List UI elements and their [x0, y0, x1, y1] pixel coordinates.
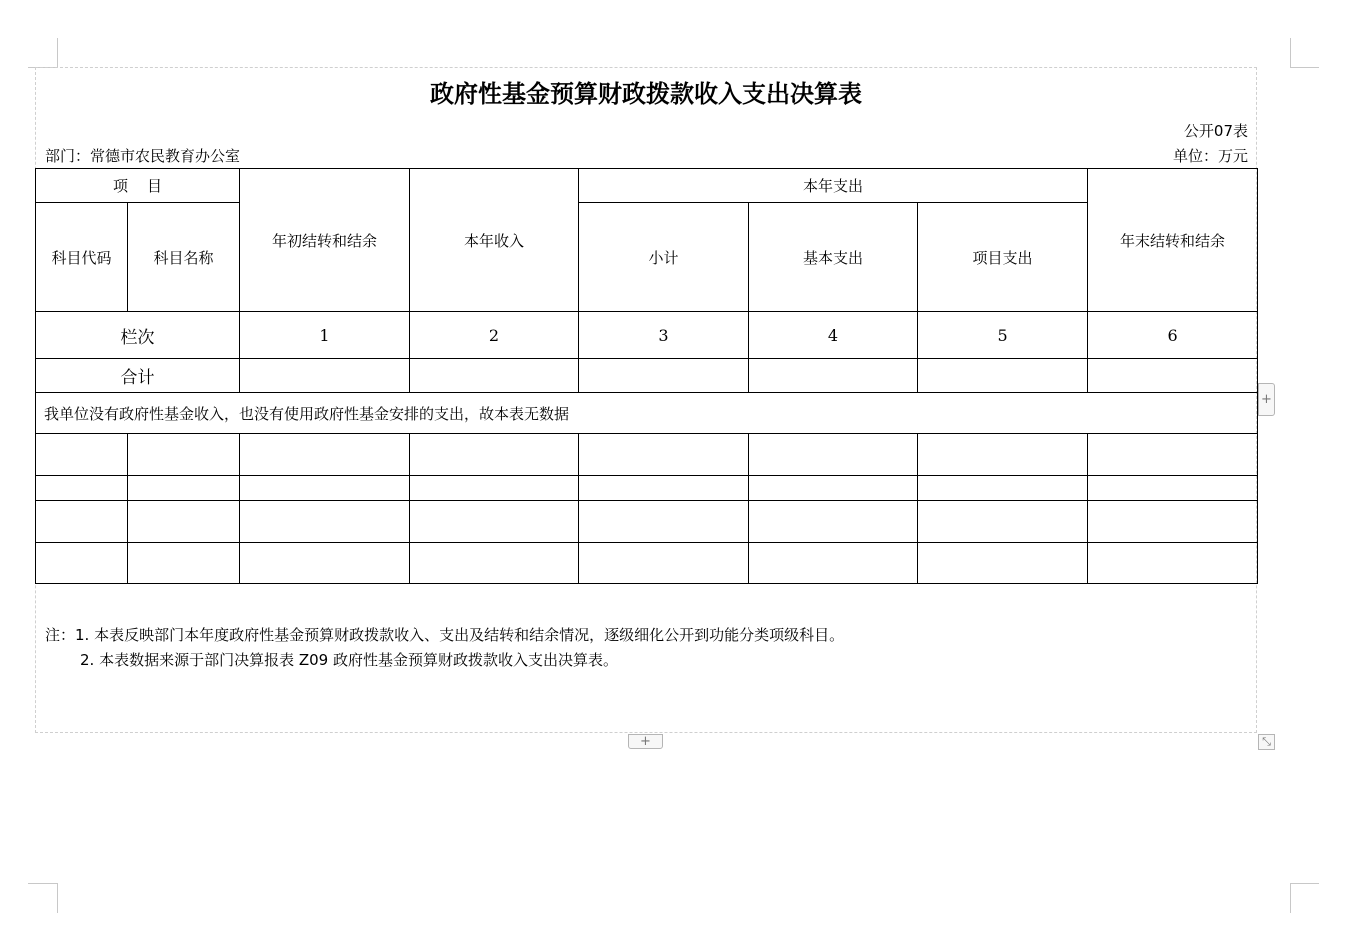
row-total-label[interactable]: 合计 — [36, 359, 240, 393]
table-row — [36, 476, 1258, 501]
empty-cell[interactable] — [240, 476, 410, 501]
empty-cell[interactable] — [579, 543, 749, 584]
department-label: 部门：常德市农民教育办公室 — [45, 147, 241, 165]
header-subject-code[interactable]: 科目代码 — [36, 203, 128, 312]
empty-cell[interactable] — [410, 434, 579, 476]
empty-cell[interactable] — [128, 543, 240, 584]
footnote-1: 注：1. 本表反映部门本年度政府性基金预算财政拨款收入、支出及结转和结余情况，逐级细化公开到功能分类项级科目。 — [45, 626, 845, 644]
empty-cell[interactable] — [240, 543, 410, 584]
header-project-expenditure[interactable]: 项目支出 — [918, 203, 1088, 312]
total-cell[interactable] — [918, 359, 1088, 393]
row-index-label[interactable]: 栏次 — [36, 312, 240, 359]
header-begin-balance[interactable]: 年初结转和结余 — [240, 169, 410, 312]
empty-cell[interactable] — [36, 501, 128, 543]
empty-cell[interactable] — [1088, 434, 1258, 476]
total-cell[interactable] — [1088, 359, 1258, 393]
header-income[interactable]: 本年收入 — [410, 169, 579, 312]
page-corner-mark-top-right — [1290, 38, 1319, 68]
empty-cell[interactable] — [918, 501, 1088, 543]
empty-cell[interactable] — [36, 543, 128, 584]
header-expenditure[interactable]: 本年支出 — [579, 169, 1088, 203]
empty-cell[interactable] — [749, 434, 918, 476]
document-title: 政府性基金预算财政拨款收入支出决算表 — [430, 79, 862, 108]
total-cell[interactable] — [410, 359, 579, 393]
empty-cell[interactable] — [36, 476, 128, 501]
empty-cell[interactable] — [410, 476, 579, 501]
resize-handle-icon[interactable]: ⤡ — [1258, 734, 1275, 750]
index-cell-4[interactable]: 4 — [749, 312, 918, 359]
empty-cell[interactable] — [128, 434, 240, 476]
empty-cell[interactable] — [579, 501, 749, 543]
empty-cell[interactable] — [1088, 501, 1258, 543]
empty-cell[interactable] — [240, 501, 410, 543]
empty-cell[interactable] — [579, 476, 749, 501]
empty-cell[interactable] — [749, 501, 918, 543]
header-end-balance[interactable]: 年末结转和结余 — [1088, 169, 1258, 312]
header-basic-expenditure[interactable]: 基本支出 — [749, 203, 918, 312]
empty-cell[interactable] — [410, 543, 579, 584]
index-cell-2[interactable]: 2 — [410, 312, 579, 359]
header-subtotal[interactable]: 小计 — [579, 203, 749, 312]
empty-cell[interactable] — [36, 434, 128, 476]
page-corner-mark-bottom-right — [1290, 883, 1319, 913]
total-cell[interactable] — [749, 359, 918, 393]
empty-cell[interactable] — [918, 434, 1088, 476]
form-number: 公开07表 — [1183, 122, 1248, 140]
total-cell[interactable] — [579, 359, 749, 393]
empty-cell[interactable] — [1088, 476, 1258, 501]
header-item[interactable]: 项 目 — [36, 169, 240, 203]
empty-cell[interactable] — [749, 476, 918, 501]
index-cell-3[interactable]: 3 — [579, 312, 749, 359]
empty-cell[interactable] — [240, 434, 410, 476]
table-row — [36, 501, 1258, 543]
empty-cell[interactable] — [128, 476, 240, 501]
empty-cell[interactable] — [1088, 543, 1258, 584]
total-cell[interactable] — [240, 359, 410, 393]
add-row-button[interactable]: + — [628, 734, 663, 749]
empty-cell[interactable] — [579, 434, 749, 476]
table-row — [36, 543, 1258, 584]
unit-label: 单位：万元 — [1172, 147, 1248, 165]
budget-table[interactable] — [35, 168, 1258, 584]
empty-cell[interactable] — [128, 501, 240, 543]
empty-cell[interactable] — [918, 543, 1088, 584]
add-column-button[interactable]: + — [1258, 383, 1275, 416]
table-row — [36, 434, 1258, 476]
index-cell-5[interactable]: 5 — [918, 312, 1088, 359]
header-subject-name[interactable]: 科目名称 — [128, 203, 240, 312]
page-corner-mark-top-left — [28, 38, 58, 68]
empty-cell[interactable] — [749, 543, 918, 584]
no-data-note[interactable]: 我单位没有政府性基金收入，也没有使用政府性基金安排的支出，故本表无数据 — [36, 393, 1258, 434]
page-corner-mark-bottom-left — [28, 883, 58, 913]
index-cell-6[interactable]: 6 — [1088, 312, 1258, 359]
empty-cell[interactable] — [918, 476, 1088, 501]
empty-cell[interactable] — [410, 501, 579, 543]
index-cell-1[interactable]: 1 — [240, 312, 410, 359]
footnote-2: 2. 本表数据来源于部门决算报表 Z09 政府性基金预算财政拨款收入支出决算表。 — [80, 651, 618, 669]
